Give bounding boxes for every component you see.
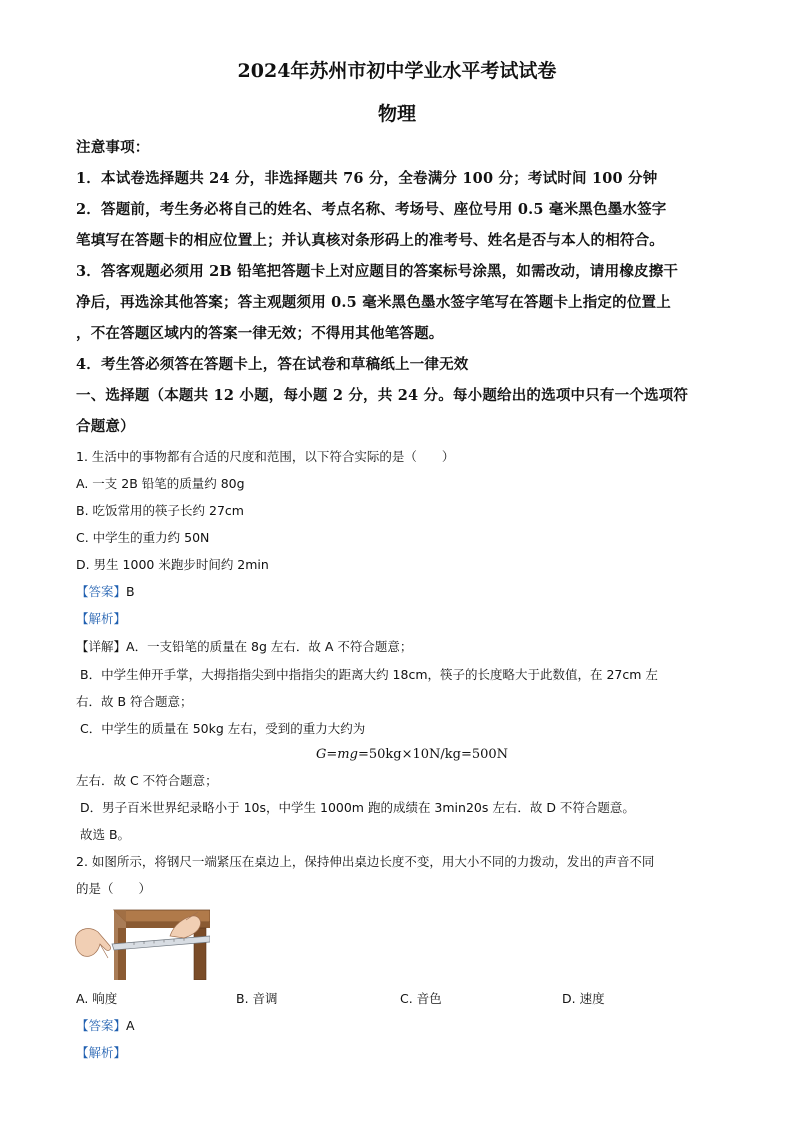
detail-line-c: C．中学生的质量在 50kg 左右，受到的重力大约为	[80, 721, 366, 736]
detail-tag: 【详解】	[76, 639, 127, 654]
formula-rest: =50kg×10N/kg=500N	[357, 747, 509, 762]
analysis-tag: 【解析】	[76, 611, 127, 626]
after-line-3: 故选 B。	[80, 827, 131, 842]
q2-stem: 2. 如图所示，将钢尺一端紧压在桌边上，保持伸出桌边长度不变，用大小不同的力拨动，发出的声音不同	[76, 854, 655, 869]
notice-item-3-cont2: ，不在答题区域内的答案一律无效；不得用其他笔答题。	[76, 325, 444, 342]
q2-option-a: A. 响度	[76, 991, 118, 1006]
q1-option-d: D. 男生 1000 米跑步时间约 2min	[76, 557, 269, 572]
q2-analysis-tag: 【解析】	[76, 1045, 127, 1060]
subject-title: 物理	[377, 103, 416, 125]
answer-tag: 【答案】	[76, 584, 127, 599]
q2-stem-cont: 的是（ ）	[76, 881, 152, 896]
detail-line-b-cont: 右．故 B 符合题意；	[76, 694, 193, 709]
answer-value: B	[126, 584, 135, 599]
detail-line-b: B．中学生伸开手掌，大拇指指尖到中指指尖的距离大约 18cm，筷子的长度略大于此数值，在 27cm 左	[80, 667, 658, 682]
q1-stem: 1. 生活中的事物都有合适的尺度和范围，以下符合实际的是（ ）	[76, 449, 455, 464]
q2-option-b: B. 音调	[236, 991, 278, 1006]
notice-item-1: 1．本试卷选择题共 24 分，非选择题共 76 分，全卷满分 100 分；考试时间 100 分钟	[76, 170, 658, 187]
q2-answer-value: A	[126, 1018, 135, 1033]
q1-detail-row	[76, 637, 412, 657]
notice-item-2: 2．答题前，考生务必将自己的姓名、考点名称、考场号、座位号用 0.5 毫米黑色墨水签字	[76, 201, 667, 218]
after-line-2: D．男子百米世界纪录略小于 10s，中学生 1000m 跑的成绩在 3min20s 左右．故 D 不符合题意。	[80, 800, 635, 815]
notice-item-3: 3．答客观题必须用 2B 铅笔把答题卡上对应题目的答案标号涂黑，如需改动，请用橡皮擦干	[76, 263, 679, 280]
formula-g: G	[316, 747, 327, 762]
q2-option-d: D. 速度	[562, 991, 605, 1006]
notice-item-2-cont: 笔填写在答题卡的相应位置上；并认真核对条形码上的准考号、姓名是否与本人的相符合。	[76, 232, 664, 249]
exam-title: 2024年苏州市初中学业水平考试试卷	[237, 60, 557, 82]
after-line-1: 左右．故 C 不符合题意；	[76, 773, 218, 788]
q2-answer-tag: 【答案】	[76, 1018, 127, 1033]
ruler-on-table-illustration	[74, 906, 210, 980]
q1-option-c: C. 中学生的重力约 50N	[76, 530, 210, 545]
notice-item-4: 4．考生答必须答在答题卡上，答在试卷和草稿纸上一律无效	[76, 356, 469, 373]
q2-option-c: C. 音色	[400, 991, 442, 1006]
q1-answer-row	[76, 582, 135, 602]
notice-heading: 注意事项：	[76, 139, 150, 156]
q2-answer-row	[76, 1016, 135, 1036]
detail-line-a: A．一支铅笔的质量在 8g 左右．故 A 不符合题意；	[126, 639, 413, 654]
formula	[316, 745, 508, 765]
formula-eq: =	[326, 747, 338, 762]
notice-item-3-cont: 净后，再选涂其他答案；答主观题须用 0.5 毫米黑色墨水签字笔写在答题卡上指定的位置上	[76, 294, 671, 311]
q1-option-b: B. 吃饭常用的筷子长约 27cm	[76, 503, 244, 518]
section-heading-cont: 合题意）	[76, 418, 135, 435]
formula-mg: mg	[337, 747, 358, 762]
section-heading: 一、选择题（本题共 12 小题，每小题 2 分，共 24 分。每小题给出的选项中只有一个选项符	[76, 387, 689, 404]
q1-option-a: A. 一支 2B 铅笔的质量约 80g	[76, 476, 245, 491]
